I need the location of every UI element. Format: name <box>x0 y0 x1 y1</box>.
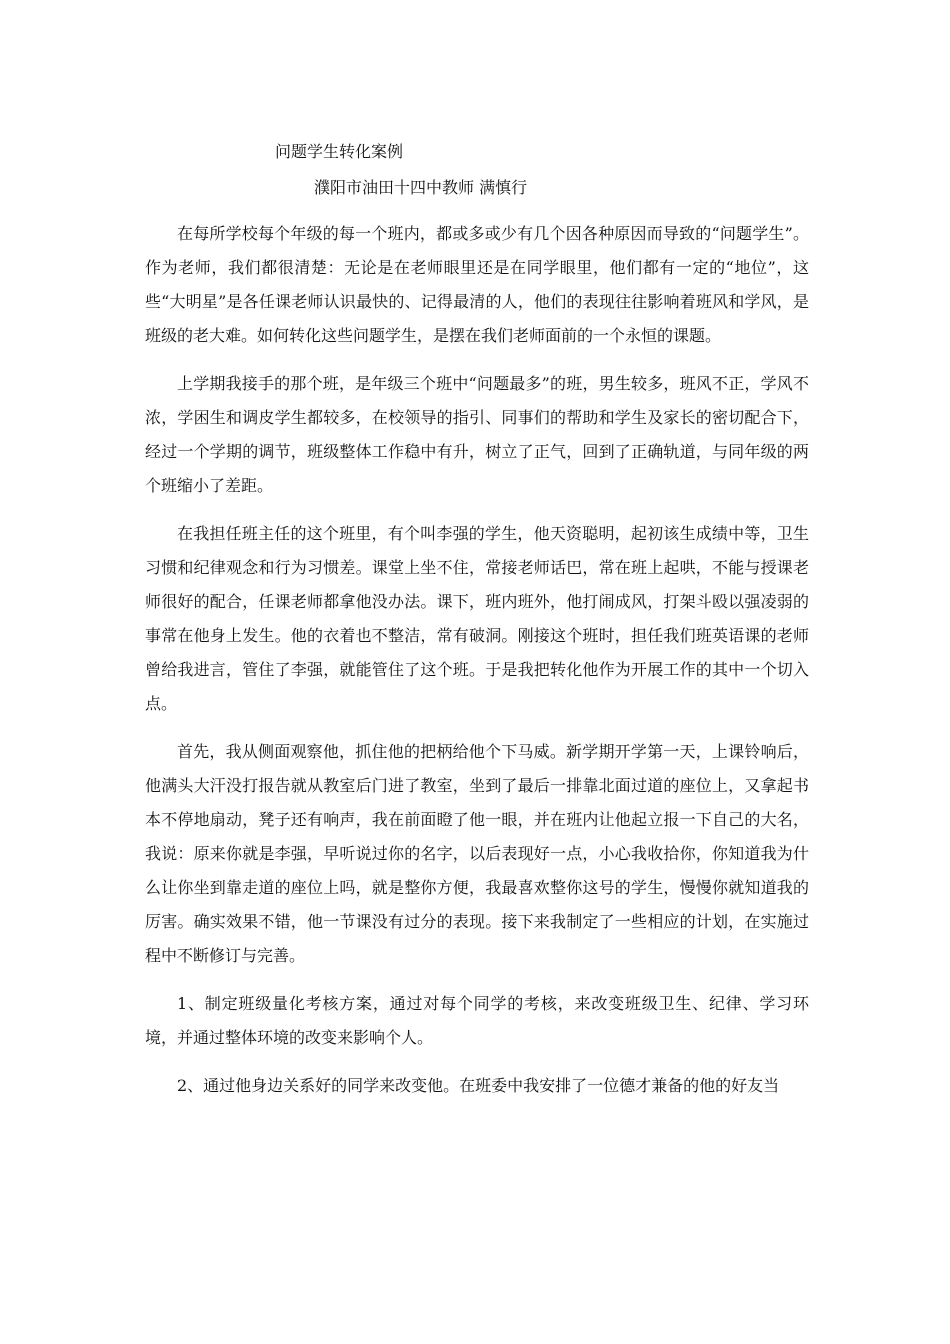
paragraph: 上学期我接手的那个班，是年级三个班中“问题最多”的班，男生较多，班风不正，学风不浓，学困生和调皮学生都较多，在校领导的指引、同事们的帮助和学生及家长的密切配合下，经过一个学期的调节，班级整体工作稳中有升，树立了正气，回到了正确轨道，与同年级的两个班缩小了差距。 <box>145 374 809 495</box>
document-body <box>145 217 809 1117</box>
paragraph: 在我担任班主任的这个班里，有个叫李强的学生，他天资聪明，起初该生成绩中等，卫生习惯和纪律观念和行为习惯差。课堂上坐不住，常接老师话巴，常在班上起哄，不能与授课老师很好的配合，任课老师都拿他没办法。课下，班内班外，他打闹成风，打架斗殴以强凌弱的事常在他身上发生。他的衣着也不整洁，常有破洞。刚接这个班时，担任我们班英语课的老师曾给我进言，管住了李强，就能管住了这个班。于是我把转化他作为开展工作的其中一个切入点。 <box>145 524 809 713</box>
document-title: 问题学生转化案例 <box>275 142 404 161</box>
list-item-paragraph: 2、通过他身边关系好的同学来改变他。在班委中我安排了一位德才兼备的他的好友当 <box>177 1076 780 1095</box>
paragraph: 首先，我从侧面观察他，抓住他的把柄给他个下马威。新学期开学第一天，上课铃响后，他满头大汗没打报告就从教室后门进了教室，坐到了最后一排靠北面过道的座位上，又拿起书本不停地扇动，凳子还有响声，我在前面瞪了他一眼，并在班内让他起立报一下自己的大名，我说：原来你就是李强，早听说过你的名字，以后表现好一点，小心我收拾你，你知道我为什么让你坐到靠走道的座位上吗，就是整你方便，我最喜欢整你这号的学生，慢慢你就知道我的厉害。确实效果不错，他一节课没有过分的表现。接下来我制定了一些相应的计划，在实施过程中不断修订与完善。 <box>145 742 809 965</box>
document-author: 濮阳市油田十四中教师 满慎行 <box>314 178 528 197</box>
paragraph: 在每所学校每个年级的每一个班内，都或多或少有几个因各种原因而导致的“问题学生”。作为老师，我们都很清楚：无论是在老师眼里还是在同学眼里，他们都有一定的“地位”，这些“大明星”是各任课老师认识最快的、记得最清的人，他们的表现往往影响着班风和学风，是班级的老大难。如何转化这些问题学生，是摆在我们老师面前的一个永恒的课题。 <box>145 224 809 345</box>
list-item-paragraph: 1、制定班级量化考核方案，通过对每个同学的考核，来改变班级卫生、纪律、学习环境，并通过整体环境的改变来影响个人。 <box>145 994 809 1047</box>
